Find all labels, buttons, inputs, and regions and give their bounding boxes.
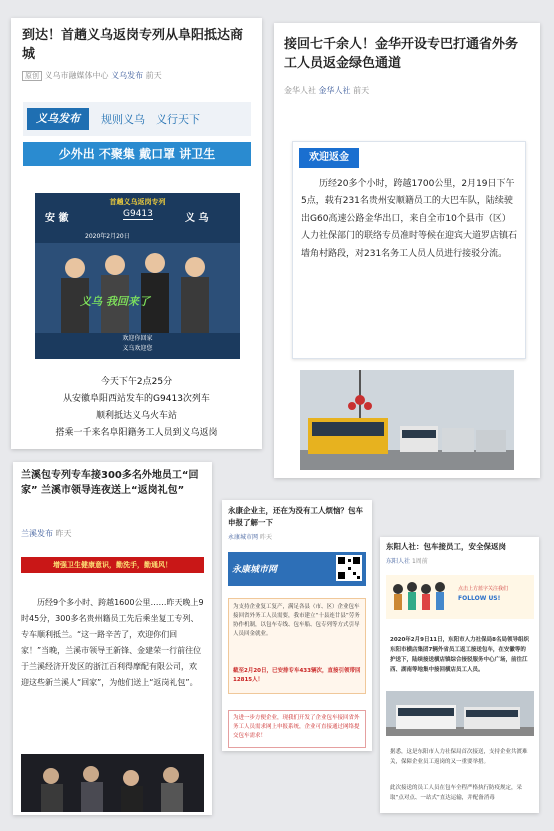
poster-head: 首趟义乌返岗专列 — [109, 198, 166, 206]
account-link[interactable]: 金华人社 — [318, 86, 351, 95]
account-link[interactable]: 兰溪发布 — [21, 529, 53, 538]
article-title[interactable]: 兰溪包专列专车接300多名外地员工“回家” 兰溪市领导连夜送上“返岗礼包” — [21, 470, 199, 496]
info-box-highlight: 截至2月20日，已安排专车433辆次，直接引领带回12815人！ — [233, 668, 361, 683]
people-cartoon-icon — [386, 575, 456, 619]
brand-banner — [23, 102, 251, 136]
article-body: 历经9个多小时、跨越1600公里……昨天晚上9时45分，300多名贵州籍员工先后乘坐复工专列、专车顺利抵兰。“这一路辛苦了，欢迎你们回家！”当晚，兰溪市领导王新锋、金建荣一行前往位于兰溪经济开发区的浙江百利得摩配有限公司，欢迎这些新兰溪人“回家”，为他们送上“返岗礼包”。 — [21, 598, 204, 687]
bus-photo — [300, 370, 514, 470]
info-box-text: 为支持企业复工复产，满足各县（市、区）企业包车接回省外务工人员需要，我市建立“十县连廿县”劳务协作机制，以包车专线、包车船、包专列等方式引导人员回金就业。 — [233, 604, 360, 637]
night-photo — [21, 754, 204, 812]
article-title[interactable]: 东阳人社：包车接员工，安全保返岗 — [386, 542, 506, 551]
info-box-1 — [228, 598, 366, 694]
bus-fleet-illustration — [300, 370, 514, 470]
article-card-dongyang[interactable] — [380, 537, 539, 813]
account-link[interactable]: 永康城市网 — [228, 534, 259, 541]
content-box — [292, 141, 526, 359]
poster-to: 义 乌 — [185, 213, 209, 224]
article-body-3: 此次接送的员工人员在包车全程严格执行防疫规定，采取“点对点、一站式”直达运输，并配备消毒 — [390, 785, 523, 801]
health-banner: 增强卫生健康意识，勤洗手，勤通风！ — [21, 557, 204, 573]
slogan-bar: 少外出 不聚集 戴口罩 讲卫生 — [23, 142, 251, 166]
bus-illustration — [386, 691, 534, 736]
poster-train: G9413 — [123, 209, 153, 219]
article-title[interactable]: 永康企业主，还在为没有工人烦恼？包车申报了解一下 — [228, 506, 363, 527]
brand-slogan: 规则义乌 义行天下 — [101, 113, 200, 126]
article-meta — [386, 556, 428, 565]
article-card-jinhua[interactable] — [274, 23, 540, 478]
account-link[interactable]: 东阳人社 — [386, 558, 411, 565]
article-body-2: 据悉，这是东阳市人力社保局首次接送，支持企业共渡难关，保障企业员工返岗的又一重要举措。 — [390, 749, 528, 765]
welcome-badge: 欢迎返金 — [299, 148, 359, 168]
brand-logo: 义乌发布 — [27, 108, 89, 130]
caption-line: 顺利抵达义乌火车站 — [95, 411, 177, 421]
follow-banner — [386, 575, 534, 619]
time: 前天 — [353, 86, 370, 95]
poster-from: 安 徽 — [45, 213, 69, 224]
poster-image — [35, 193, 240, 359]
article-body: 历经20多个小时，跨越1700公里，2月19日下午5点，载有231名贵州安顺籍员工的大巴车队，陆续驶出G60高速公路金华出口，来自全市10个县市（区）人力社保部门的联络专员准时等候在迎宾大道罗店镇石墙角村路段，对231名务工人员人员进行接驳分流。 — [301, 179, 518, 259]
article-title[interactable]: 接回七千余人！金华开设专巴打通省外务工人员返金绿色通道 — [284, 37, 519, 71]
article-card-yiwu[interactable] — [11, 18, 262, 449]
article-meta — [21, 528, 72, 539]
crowd-photo — [21, 754, 204, 812]
time: 前天 — [145, 71, 162, 80]
article-card-yongkang[interactable] — [222, 500, 372, 751]
info-box-2 — [228, 710, 366, 748]
source: 义乌市融媒体中心 — [44, 71, 109, 80]
bus-photo — [386, 691, 534, 736]
caption-line: 从安徽阜阳西站发车的G9413次列车 — [63, 394, 210, 404]
source: 金华人社 — [284, 86, 316, 95]
qr-code-icon — [336, 555, 362, 581]
article-meta — [284, 85, 369, 96]
site-banner — [228, 552, 366, 586]
article-card-lanxi[interactable] — [13, 462, 212, 815]
poster-banner: 义乌 我回来了 — [80, 295, 150, 308]
caption — [11, 374, 262, 442]
follow-text: 点击上方蓝字关注我们 — [458, 586, 509, 592]
caption-line: 今天下午2点25分 — [100, 377, 173, 387]
poster-foot2: 义乌欢迎您 — [122, 345, 153, 352]
info-box-text: 为进一步方便企业，现我们开发了企业包车接回省外务工人员需求网上申报系统，企业可直接通过网络提交包车需求！ — [233, 715, 360, 739]
article-meta — [228, 532, 272, 541]
article-title[interactable]: 到达！首趟义乌返岗专列从阜阳抵达商城 — [22, 28, 244, 62]
account-link[interactable]: 义乌发布 — [111, 71, 144, 80]
crowd-illustration — [35, 243, 240, 333]
site-banner-text: 永康城市网 — [232, 565, 278, 575]
time: 1周前 — [411, 558, 428, 565]
time: 昨天 — [259, 534, 272, 541]
original-tag: 原创 — [22, 71, 42, 81]
time: 昨天 — [55, 529, 72, 538]
caption-line: 搭乘一千来名阜阳籍务工人员到义乌返岗 — [55, 428, 218, 438]
article-body: 2020年2月9日11日，东阳市人力社保局8名局领导组织东阳市横店集团7辆外省员工返工接送包车，在安徽等的护送下，陆续接送横店镇综合接驳服务中心广场，前往江西、湖南等地集中接回横店员工人员。 — [390, 637, 529, 673]
poster-date: 2020年2月20日 — [85, 233, 130, 240]
article-meta — [22, 70, 162, 81]
poster-foot1: 欢迎你回家 — [122, 335, 153, 342]
follow-en: FOLLOW US! — [458, 595, 501, 602]
